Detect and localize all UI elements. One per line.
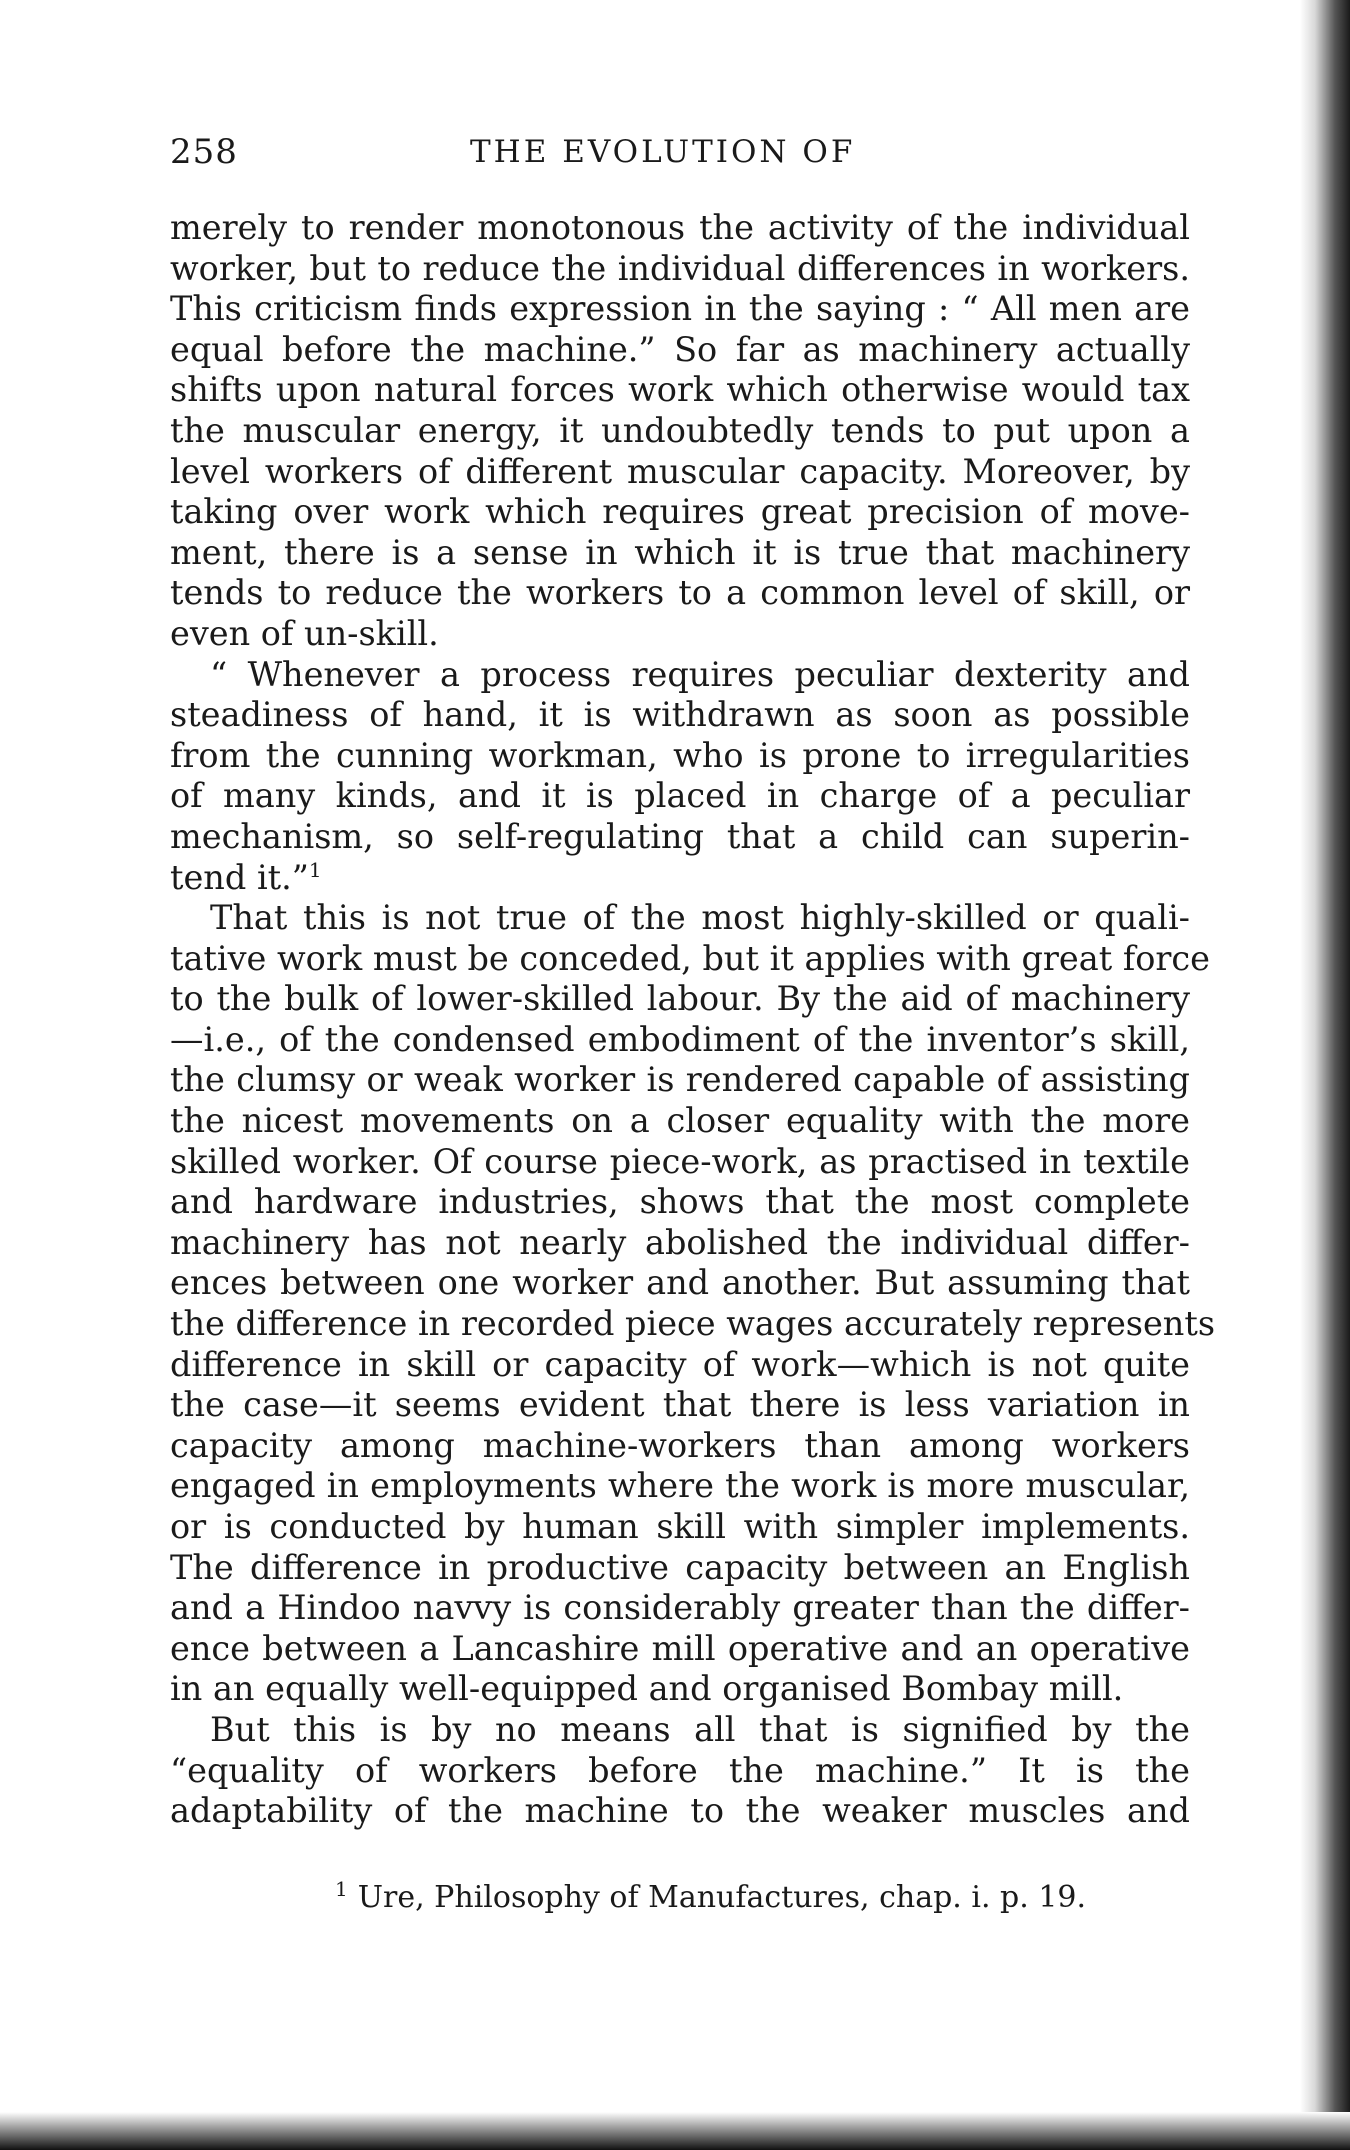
footnote-text: Ure, Philosophy of Manufactures, chap. i. p. 19. (357, 1880, 1087, 1915)
text-line: the case—it seems evident that there is less variation in (170, 1385, 1190, 1425)
page-edge-shadow (1300, 0, 1350, 2150)
page-bottom-shadow (0, 2112, 1350, 2150)
text-line: ment, there is a sense in which it is true that machinery (170, 532, 1190, 572)
text-line: This criticism finds expression in the saying : “ All men are (170, 289, 1190, 329)
text-line: the clumsy or weak worker is rendered capable of assisting (170, 1060, 1190, 1100)
text-line: ence between a Lancashire mill operative and an operative (170, 1628, 1190, 1668)
text-line: capacity among machine-workers than among workers (170, 1425, 1190, 1465)
quote-end-text: tend it.” (170, 857, 309, 897)
text-line: ences between one worker and another. But assuming that (170, 1263, 1190, 1303)
text-line: and hardware industries, shows that the most complete (170, 1182, 1190, 1222)
text-line: tative work must be conceded, but it applies with great force (170, 938, 1211, 978)
text-line: equal before the machine.” So far as machinery actually (170, 329, 1190, 369)
body-text (170, 208, 1216, 1832)
text-line: But this is by no means all that is signified by the (210, 1709, 1190, 1749)
footnote (335, 1877, 1195, 1916)
text-line: and a Hindoo navvy is considerably greater than the differ- (170, 1588, 1190, 1628)
text-line: worker, but to reduce the individual differences in workers. (170, 248, 1190, 288)
quote-line: from the cunning workman, who is prone to irregularities (170, 735, 1190, 775)
text-line: taking over work which requires great precision of move- (170, 492, 1190, 532)
text-line: “equality of workers before the machine.” It is the (170, 1750, 1190, 1790)
text-line: engaged in employments where the work is more muscular, (170, 1466, 1190, 1506)
text-line: in an equally well-equipped and organised Bombay mill. (170, 1669, 1124, 1709)
text-line: skilled worker. Of course piece-work, as practised in textile (170, 1141, 1190, 1181)
text-line: merely to render monotonous the activity of the individual (170, 208, 1190, 247)
quote-line-end (170, 858, 1190, 899)
text-line: tends to reduce the workers to a common level of skill, or (170, 573, 1190, 613)
text-line: the muscular energy, it undoubtedly tends to put upon a (170, 410, 1190, 450)
footnote-number: 1 (335, 1877, 348, 1901)
text-line: That this is not true of the most highly-skilled or quali- (210, 898, 1190, 938)
text-line: —i.e., of the condensed embodiment of the inventor’s skill, (170, 1019, 1190, 1059)
footnote-marker: 1 (308, 857, 322, 882)
text-line: the nicest movements on a closer equality with the more (170, 1101, 1190, 1141)
text-line: level workers of different muscular capacity. Moreover, by (170, 451, 1190, 491)
text-line: adaptability of the machine to the weaker muscles and (170, 1791, 1190, 1831)
quote-line: of many kinds, and it is placed in charge of a peculiar (170, 776, 1190, 816)
text-line: machinery has not nearly abolished the individual differ- (170, 1222, 1190, 1262)
text-line: shifts upon natural forces work which otherwise would tax (170, 370, 1190, 410)
text-line: The difference in productive capacity between an English (170, 1547, 1190, 1587)
page-number: 258 (170, 132, 238, 172)
running-head: THE EVOLUTION OF (470, 134, 856, 170)
text-line: even of un-skill. (170, 613, 439, 653)
text-line: difference in skill or capacity of work—which is not quite (170, 1344, 1190, 1384)
text-line: to the bulk of lower-skilled labour. By the aid of machinery (170, 979, 1190, 1019)
quote-line: “ Whenever a process requires peculiar dexterity and (210, 654, 1190, 694)
text-line: or is conducted by human skill with simpler implements. (170, 1507, 1190, 1546)
text-line: the difference in recorded piece wages accurately represents (170, 1304, 1216, 1344)
page-header (170, 132, 1200, 182)
quote-line: steadiness of hand, it is withdrawn as soon as possible (170, 695, 1190, 735)
quote-line: mechanism, so self-regulating that a child can superin- (170, 816, 1190, 856)
